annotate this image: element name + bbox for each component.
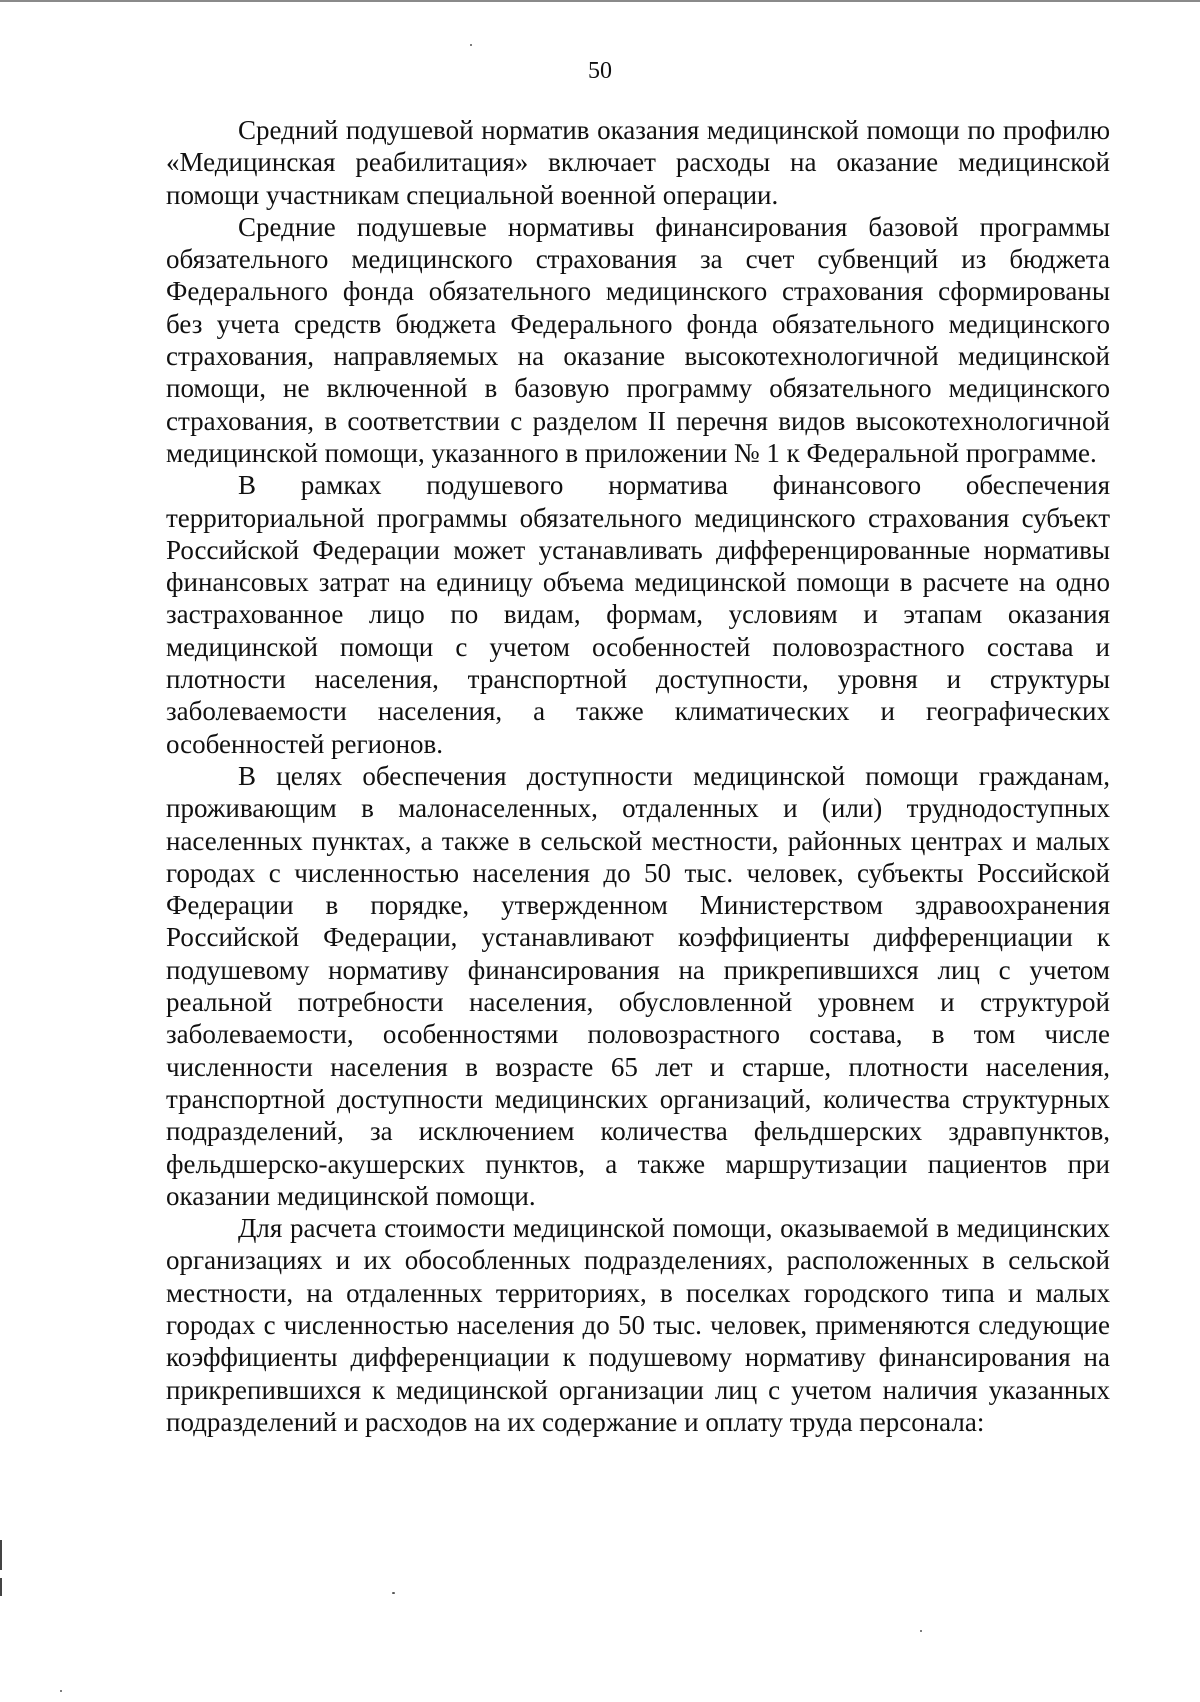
- scan-speck: [470, 44, 472, 46]
- paragraph-per-capita-rehab: Средний подушевой норматив оказания медицинской помощи по профилю «Медицинская реабилитация» включает расходы на оказание медицинской помощи участникам специальной военной операции.: [166, 115, 1110, 210]
- scan-top-edge: [0, 0, 1200, 2]
- scan-speck: [920, 1630, 922, 1632]
- scan-margin-mark: [0, 1578, 2, 1596]
- page-number: 50: [588, 58, 612, 84]
- document-body: [166, 114, 1110, 1438]
- paragraph-accessibility-coefficients: В целях обеспечения доступности медицинской помощи гражданам, проживающим в малонаселенных, отдаленных и (или) труднодоступных населенных пунктах, а также в сельской местности, районных центрах и малых городах с численностью населения до 50 тыс. человек, субъекты Российской Федерации в порядке, утвержденном Министерством здравоохранения Российской Федерации, устанавливают коэффициенты дифференциации к подушевому нормативу финансирования на прикрепившихся лиц с учетом реальной потребности населения, обусловленной уровнем и структурой заболеваемости, особенностями половозрастного состава, в том числе численности населения в возрасте 65 лет и старше, плотности населения, транспортной доступности медицинских организаций, количества структурных подразделений, за исключением количества фельдшерских здравпунктов, фельдшерско-акушерских пунктов, а также маршрутизации пациентов при оказании медицинской помощи.: [166, 760, 1110, 1211]
- scan-margin-mark: [0, 1540, 2, 1570]
- paragraph-differentiated-norms: В рамках подушевого норматива финансового обеспечения территориальной программы обязательного медицинского страхования субъект Российской Федерации может устанавливать дифференцированные нормативы финансовых затрат на единицу объема медицинской помощи в расчете на одно застрахованное лицо по видам, формам, условиям и этапам оказания медицинской помощи с учетом особенностей половозрастного состава и плотности населения, транспортной доступности, уровня и структуры заболеваемости населения, а также климатических и географических особенностей регионов.: [166, 470, 1110, 759]
- scan-speck: [392, 1592, 395, 1594]
- scan-speck: [60, 1690, 62, 1692]
- paragraph-cost-calculation: Для расчета стоимости медицинской помощи, оказываемой в медицинских организациях и их обособленных подразделениях, расположенных в сельской местности, на отдаленных территориях, в поселках городского типа и малых городах с численностью населения до 50 тыс. человек, применяются следующие коэффициенты дифференциации к подушевому нормативу финансирования на прикрепившихся к медицинской организации лиц с учетом наличия указанных подразделений и расходов на их содержание и оплату труда персонала:: [166, 1213, 1110, 1437]
- paragraph-per-capita-financing: Средние подушевые нормативы финансирования базовой программы обязательного медицинского страхования за счет субвенций из бюджета Федерального фонда обязательного медицинского страхования сформированы без учета средств бюджета Федерального фонда обязательного медицинского страхования, направляемых на оказание высокотехнологичной медицинской помощи, не включенной в базовую программу обязательного медицинского страхования, в соответствии с разделом II перечня видов высокотехнологичной медицинской помощи, указанного в приложении № 1 к Федеральной программе.: [166, 211, 1110, 468]
